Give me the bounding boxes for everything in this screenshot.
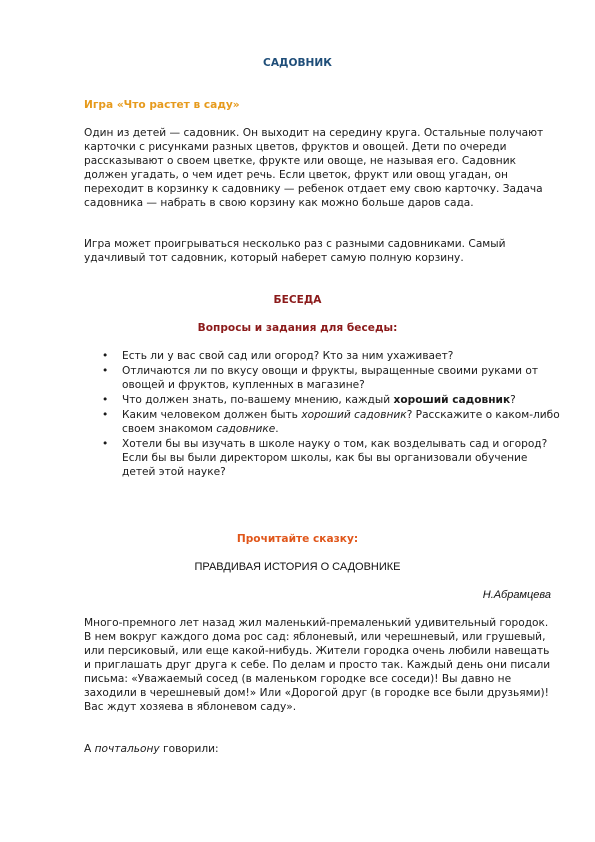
- paragraph-game-rules: Один из детей — садовник. Он выходит на середину круга. Остальные получают карточки с рисунками разных цветов, фруктов и овощей. Дети по очереди рассказывают о своем цветке, фрукте или овоще, не называя его. Садовник должен угадать, о чем идет речь. Если цветок, фрукт или овощ угадан, он переходит в корзинку к садовнику — ребенок отдает ему свою карточку. Задача садовника — набрать в свою корзину как можно больше даров сада.: [84, 127, 544, 209]
- bullet-icon: •: [102, 394, 109, 406]
- list-item: [102, 408, 562, 436]
- question-text-end: .: [275, 423, 279, 435]
- question-text: Каким человеком должен быть: [122, 409, 302, 421]
- list-item: [102, 364, 562, 392]
- list-item: [102, 437, 562, 479]
- section-heading-conversation: БЕСЕДА: [273, 294, 322, 306]
- bullet-icon: •: [102, 365, 109, 377]
- story-author: Н.Абрамцева: [482, 589, 551, 601]
- bullet-icon: •: [102, 350, 109, 362]
- question-text-end: ?: [510, 394, 516, 406]
- read-tale-heading: Прочитайте сказку:: [236, 533, 359, 545]
- question-italic-term-2: садовнике: [216, 423, 276, 435]
- question-text-mid: ? Расскажите о каком-либо своем знакомом: [122, 409, 560, 435]
- paragraph-story: Много-премного лет назад жил маленький-премаленький удивительный городок. В нем вокруг каждого дома рос сад: яблоневый, или черешневый, или грушевый, или персиковый, или еще какой-нибудь. Жители городка очень любили навещать и приглашать друг друга к себе. По делам и просто так. Каждый день они писали письма: «Уважаемый сосед (в маленьком городке все соседи)! Вы давно не заходили в черешневый дом!» Или «Дорогой друг (в городке все были друзьями)! Вас ждут хозяева в яблоневом саду».: [84, 617, 551, 713]
- list-item: [102, 393, 562, 407]
- question-text: Хотели бы вы изучать в школе науку о том, как возделывать сад и огород? Если бы вы были директором школы, как бы вы организовали обучение детей этой науке?: [122, 438, 548, 478]
- question-italic-term: хороший садовник: [301, 409, 407, 421]
- paragraph-game-repeat: Игра может проигрываться несколько раз с разными садовниками. Самый удачливый тот садовник, который наберет самую полную корзину.: [84, 238, 506, 264]
- game-title: Игра «Что растет в саду»: [84, 99, 240, 111]
- postman-text-end: говорили:: [159, 743, 219, 755]
- bullet-icon: •: [102, 438, 109, 450]
- list-item: [102, 349, 562, 363]
- postman-text-start: А: [84, 743, 95, 755]
- story-title: ПРАВДИВАЯ ИСТОРИЯ О САДОВНИКЕ: [194, 561, 401, 573]
- question-text: Отличаются ли по вкусу овощи и фрукты, выращенные своими руками от овощей и фруктов, купленных в магазине?: [122, 365, 539, 391]
- question-bold-term: хороший садовник: [393, 394, 511, 406]
- questions-heading: Вопросы и задания для беседы:: [197, 322, 398, 334]
- page-title: САДОВНИК: [263, 57, 332, 69]
- question-text: Есть ли у вас свой сад или огород? Кто за ним ухаживает?: [122, 350, 454, 362]
- paragraph-postman: [84, 742, 554, 756]
- bullet-icon: •: [102, 409, 109, 421]
- postman-italic-word: почтальону: [94, 743, 160, 755]
- question-text: Что должен знать, по-вашему мнению, каждый: [122, 394, 394, 406]
- questions-list: [102, 349, 562, 480]
